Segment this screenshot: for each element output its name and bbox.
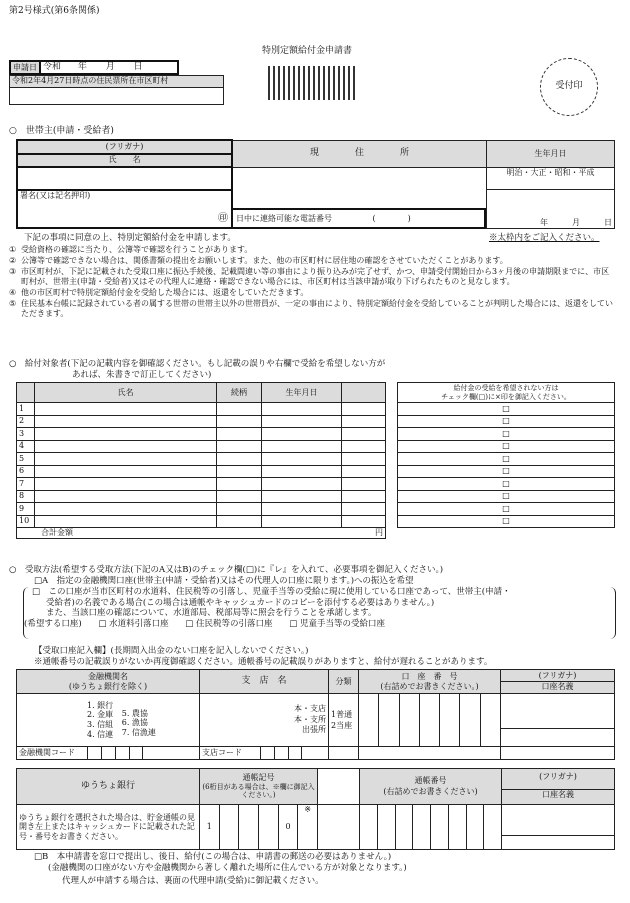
address-label: 現 住 所: [232, 140, 487, 167]
opt-water[interactable]: □ 水道料引落口座: [98, 618, 169, 629]
col-dob: 生年月日: [262, 383, 342, 403]
furigana-label: (フリガナ): [17, 140, 232, 154]
condition-item: ① 受給資格の確認に当たり、公簿等で確認を行うことがあります。: [9, 245, 253, 254]
branch-label: 支 店 名: [200, 670, 329, 694]
yucho-label: ゆうちょ銀行: [17, 769, 200, 805]
furigana-field[interactable]: [17, 167, 232, 190]
condition-item: ⑤ 住民基本台帳に記録されている者の属する世帯の世帯主以外の世帯員が、一定の事由により、特別定額給付金を受給していることが判明した場合には、返還をしていただきます。: [9, 299, 613, 318]
passbook-code-field[interactable]: 1 0 ※: [200, 805, 318, 850]
account-heading: 【受取口座記入欄】(長期間入出金のない口座を記入しないでください。): [34, 646, 309, 656]
condition-item: ③ 市区町村が、下記に記載された受取口座に振込手続後、記載間違い等の事由により振り込みが完了せず、かつ、申請受付開始日から3ヶ月後の申請期限までに、市区町村が、世帯主(申請・受給者)又はその代理人に連絡・確認できない場合には、市区町村は当該申請が取り下げられたものと見なします。: [9, 267, 610, 286]
col-relation: 続柄: [217, 383, 262, 403]
existing-account-bracket: □ この口座が当市区町村の水道料、住民税等の引落し、児童手当等の受給に現に使用している口座であって、世帯主(申請・ 受給者)の名義である場合(この場合は通帳やキャッシュカードのコピーを添付する必要はありません。) また、当該口座の確認について、水道部局、税部局等に照会を行うことを承諾します。 (希望する口座) □ 水道料引落口座 □ 住民税等の引落口座 □ 児童手当等の受給口座: [23, 587, 616, 639]
recipient-row[interactable]: 5: [17, 453, 386, 466]
optout-checkbox[interactable]: □: [398, 503, 615, 516]
recipients-heading-2: あれば、朱書きで訂正してください): [72, 370, 212, 380]
recipients-table: [16, 382, 386, 539]
condition-item: ④ 他の市区町村で特別定額給付金を受給した場合には、返還をしていただきます。: [9, 288, 309, 297]
opt-child[interactable]: □ 児童手当等の受給口座: [289, 618, 385, 629]
option-a[interactable]: □A 指定の金融機関口座(世帯主(申請・受給者)又はその代理人の口座に限ります。)への振込を希望: [34, 576, 414, 586]
recipient-row[interactable]: 2: [17, 415, 386, 428]
branch-name-field[interactable]: 本・支店 本・支所 出張所: [200, 694, 329, 747]
account-note: ※通帳番号の記載誤りがないか再度御確認ください。通帳番号の記載誤りがありますと、給付が遅れることがあります。: [34, 657, 493, 667]
account-number-field[interactable]: [359, 694, 501, 747]
recipient-row[interactable]: 10: [17, 515, 386, 528]
recipient-row[interactable]: 6: [17, 465, 386, 478]
form-title: 特別定額給付金申請書: [262, 46, 353, 56]
bank-name-field[interactable]: 1. 銀行 2. 金庫 3. 信組 4. 信連 5. 農協 6. 漁協 7. 信漁連: [17, 694, 200, 747]
bank-code-field[interactable]: 金融機関コード: [17, 747, 200, 760]
condition-item: ② 公簿等で確認できない場合は、関係書類の提出をお願いします。また、他の市区町村に居住地の確認をさせていただくことがあります。: [9, 256, 508, 265]
householder-heading: ○ 世帯主(申請・受給者): [9, 126, 114, 136]
application-date-label: 申請日: [10, 61, 40, 74]
recipient-row[interactable]: 7: [17, 478, 386, 491]
name-label: 氏 名: [17, 154, 232, 168]
col-name: 氏名: [35, 383, 217, 403]
option-b-note: (金融機関の口座がない方や金融機関から著しく離れた場所に住んでいる方が対象となります。): [48, 863, 407, 873]
branch-code-field[interactable]: 支店コード: [200, 747, 329, 760]
signature-label: 署名(又は記名押印): [20, 190, 91, 200]
residence-box: [9, 75, 224, 105]
optout-checkbox[interactable]: □: [398, 453, 615, 466]
yucho-instruction: ゆうちょ銀行を選択された場合は、貯金通帳の見開き左上またはキャッシュカードに記載された記号・番号をお書きください。: [17, 805, 200, 850]
consent-line: 下記の事項に同意の上、特別定額給付金を申請します。: [24, 233, 236, 243]
reception-stamp: 受付印: [540, 58, 598, 116]
optout-checkbox[interactable]: □: [398, 415, 615, 428]
method-heading: ○ 受取方法(希望する受取方法(下記のA又はB)のチェック欄(□)に『レ』を入れて、必要事項を御記入ください。): [9, 565, 444, 575]
application-date-table: [9, 60, 179, 75]
dob-label: 生年月日: [487, 140, 615, 167]
yucho-holder-field[interactable]: [502, 805, 615, 850]
yucho-table: ゆうちょ銀行 通帳記号 (6桁目がある場合は、※欄に御記入ください。) 通帳番号 (右詰めでお書きください) (フリガナ) 口座名義 ゆうちょ銀行を選択された場合は、貯金通帳の見開き左上またはキャッシュカードに記載された記号・番号をお書きください。 1 0 ※: [16, 768, 615, 850]
conditions-list: [9, 245, 617, 320]
seal-icon: ㊞: [218, 212, 228, 224]
recipient-row[interactable]: 9: [17, 503, 386, 516]
barcode: [268, 66, 356, 100]
opt-tax[interactable]: □ 住民税等の引落口座: [185, 618, 273, 629]
optout-checkbox[interactable]: □: [398, 465, 615, 478]
total-amount[interactable]: 合計金額 円: [17, 528, 386, 539]
dob-eras: 明治・大正・昭和・平成: [487, 167, 615, 190]
residence-note: 令和2年4月27日時点の住民票所在市区町村: [10, 76, 224, 88]
form-number: 第2号様式(第6条関係): [9, 6, 100, 16]
option-b[interactable]: □B 本申請書を窓口で提出し、後日、給付(この場合は、申請書の郵送の必要はありません。): [34, 852, 392, 862]
account-holder-field[interactable]: [501, 694, 615, 747]
existing-account-agree[interactable]: □ この口座が当市区町村の水道料、住民税等の引落し、児童手当等の受給に現に使用している口座であって、世帯主(申請・: [32, 587, 511, 597]
dob-date[interactable]: 年 月 日: [487, 190, 615, 228]
optout-header: 給付金の受給を希望されない方は チェック欄(□)に×印を御記入ください。: [398, 383, 615, 403]
recipients-heading: ○ 給付対象者(下記の記載内容を御確認ください。もし記載の誤りや右欄で受給を希望しない方が: [9, 359, 386, 369]
account-type-field[interactable]: 1普通 2当座: [329, 694, 359, 747]
residence-field[interactable]: [10, 88, 224, 105]
phone-field[interactable]: 日中に連絡可能な電話番号 ( ): [231, 208, 486, 229]
bank-account-table: 金融機関名 (ゆうちょ銀行を除く) 支 店 名 分類 口 座 番 号 (右詰めでお書きください。) (フリガナ) 口座名義 1. 銀行 2. 金庫 3. 信組 4. 信連 5. 農協 6. 漁協 7. 信漁連 本・支店 本・支所 出張所 1普通 2当座 金融機関コード 支店コード: [16, 669, 615, 760]
recipient-row[interactable]: 8: [17, 490, 386, 503]
optout-checkbox[interactable]: □: [398, 490, 615, 503]
optout-checkbox[interactable]: □: [398, 515, 615, 528]
recipient-row[interactable]: 4: [17, 440, 386, 453]
optout-checkbox[interactable]: □: [398, 478, 615, 491]
recipient-row[interactable]: 1: [17, 403, 386, 416]
phone-label: 日中に連絡可能な電話番号: [236, 214, 332, 223]
proxy-note: 代理人が申請する場合は、裏面の代理申請(受給)に御記載ください。: [62, 876, 324, 886]
signature-field[interactable]: [17, 190, 232, 228]
optout-checkbox[interactable]: □: [398, 440, 615, 453]
optout-checkbox[interactable]: □: [398, 428, 615, 441]
optout-checkbox[interactable]: □: [398, 403, 615, 416]
passbook-number-field[interactable]: [360, 805, 502, 850]
optout-table: [397, 382, 615, 539]
type-label: 分類: [329, 670, 359, 694]
bold-frame-note: ※太枠内をご記入ください。: [489, 233, 600, 243]
application-date-field[interactable]: 令和 年 月 日: [40, 61, 178, 74]
recipient-row[interactable]: 3: [17, 428, 386, 441]
